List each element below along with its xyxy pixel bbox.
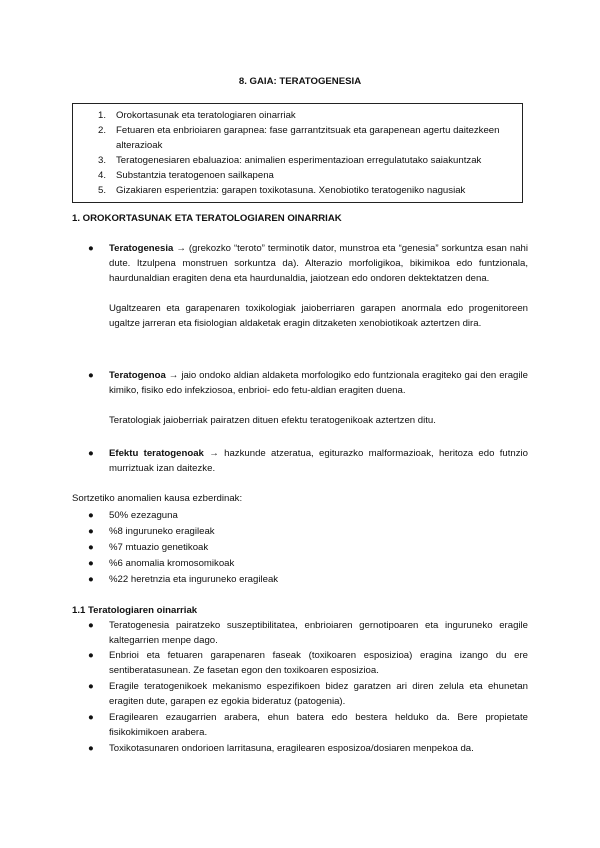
toc-item-text: Orokortasunak eta teratologiaren oinarriak <box>116 110 296 121</box>
toc-item <box>73 123 514 153</box>
definition-paragraph: Ugaltzearen eta garapenaren toxikologiak jaioberriaren garapen anormala edo progenitoreen ugaltze jarreran eta fisiologian aldaketak eragin ditzaketen xenobiotikoak aztertzen dira. <box>109 303 528 329</box>
toc-item-text: Teratogenesiaren ebaluazioa: animalien esperimentazioan erregulatutako saiakuntzak <box>116 155 482 166</box>
bullet-icon: ● <box>88 620 94 631</box>
toc-item-text: Gizakiaren esperientzia: garapen toxikotasuna. Xenobiotiko teratogeniko nagusiak <box>116 185 466 196</box>
causes-intro: Sortzetiko anomalien kausa ezberdinak: <box>72 493 243 504</box>
page-title: 8. GAIA: TERATOGENESIA <box>238 76 362 87</box>
list-item: 50% ezezaguna <box>109 510 178 521</box>
list-item: %22 heretnzia eta inguruneko eragileak <box>109 574 279 585</box>
list-item: Teratogenesia pairatzeko suszeptibilitatea, enbrioiaren gernotipoaren eta inguruneko eragile kaltegarrien menpe dago. <box>109 620 528 646</box>
toc-item <box>73 108 514 123</box>
bullet-icon: ● <box>88 558 94 569</box>
definition-term: Efektu teratogenoak <box>109 448 204 459</box>
definition-text: → jaio ondoko aldian aldaketa morfologiko edo funtzionala eragiteko gai den eragile kimiko, fisiko edo infekziosoa, enbrioi- edo fetu-aldian eragiten duena. <box>109 370 528 396</box>
bullet-icon: ● <box>88 370 94 381</box>
bullet-icon: ● <box>88 743 94 754</box>
bullet-icon: ● <box>88 650 94 661</box>
definition-item <box>109 368 528 398</box>
list-item: Enbrioi eta fetuaren garapenaren faseak (toxikoaren esposizioa) eragina izango du ere sentiberatasunean. Ze fasetan egon den toxikoaren esposizioa. <box>109 650 528 676</box>
toc-item-number: 3. <box>97 155 106 166</box>
list-item: Eragilearen ezaugarrien arabera, ehun batera edo bestera helduko da. Bere propietate fisikokimikoen arabera. <box>109 712 528 738</box>
subsection-heading: 1.1 Teratologiaren oinarriak <box>72 605 198 616</box>
bullet-icon: ● <box>88 574 94 585</box>
table-of-contents <box>72 103 523 203</box>
list-item: %7 mtuazio genetikoak <box>109 542 209 553</box>
toc-item-number: 4. <box>97 170 106 181</box>
toc-item-text: Fetuaren eta enbrioiaren garapnea: fase garrantzitsuak eta garapenean agertu daitezkeen alterazioak <box>116 125 500 151</box>
toc-item-number: 1. <box>97 110 106 121</box>
toc-item-number: 5. <box>97 185 106 196</box>
list-item: %8 inguruneko eragileak <box>109 526 215 537</box>
toc-item <box>73 168 514 183</box>
toc-item-text: Substantzia teratogenoen sailkapena <box>116 170 274 181</box>
definition-text: → (grekozko “teroto” terminotik dator, munstroa eta “genesia” sorkuntza esan nahi dute. Itzulpena monstruen sorkuntza da). Alterazio morfoligikoa, bikimikoa edo funtzionala, haurdunaldian eragiten dena eta haurdunaldia, jaiotzean edo ondoren dektektatzen dena. <box>109 243 528 284</box>
bullet-icon: ● <box>88 510 94 521</box>
list-item: Eragile teratogenikoek mekanismo espezifikoen bidez garatzen ari diren zelula eta ehunetan eragiten dute, garapen ez egokia bideratuz (patogenia). <box>109 681 528 707</box>
bullet-icon: ● <box>88 448 94 459</box>
definition-paragraph: Teratologiak jaioberriak pairatzen dituen efektu teratogenikoak aztertzen ditu. <box>109 415 436 426</box>
bullet-icon: ● <box>88 243 94 254</box>
bullet-icon: ● <box>88 542 94 553</box>
section-heading: 1. OROKORTASUNAK ETA TERATOLOGIAREN OINARRIAK <box>72 213 342 224</box>
definition-item <box>109 446 528 476</box>
toc-item-number: 2. <box>97 125 106 136</box>
bullet-icon: ● <box>88 681 94 692</box>
toc-item <box>73 153 514 168</box>
definition-term: Teratogenesia <box>109 243 174 254</box>
definition-item <box>109 241 528 286</box>
bullet-icon: ● <box>88 712 94 723</box>
toc-item <box>73 183 514 198</box>
list-item: Toxikotasunaren ondorioen larritasuna, eragilearen esposizoa/dosiaren menpekoa da. <box>109 743 474 754</box>
list-item: %6 anomalia kromosomikoak <box>109 558 235 569</box>
definition-text: → hazkunde atzeratua, egiturazko malformazioak, heritoza edo futnzio murriztuak izan daitezke. <box>109 448 528 474</box>
definition-term: Teratogenoa <box>109 370 166 381</box>
bullet-icon: ● <box>88 526 94 537</box>
